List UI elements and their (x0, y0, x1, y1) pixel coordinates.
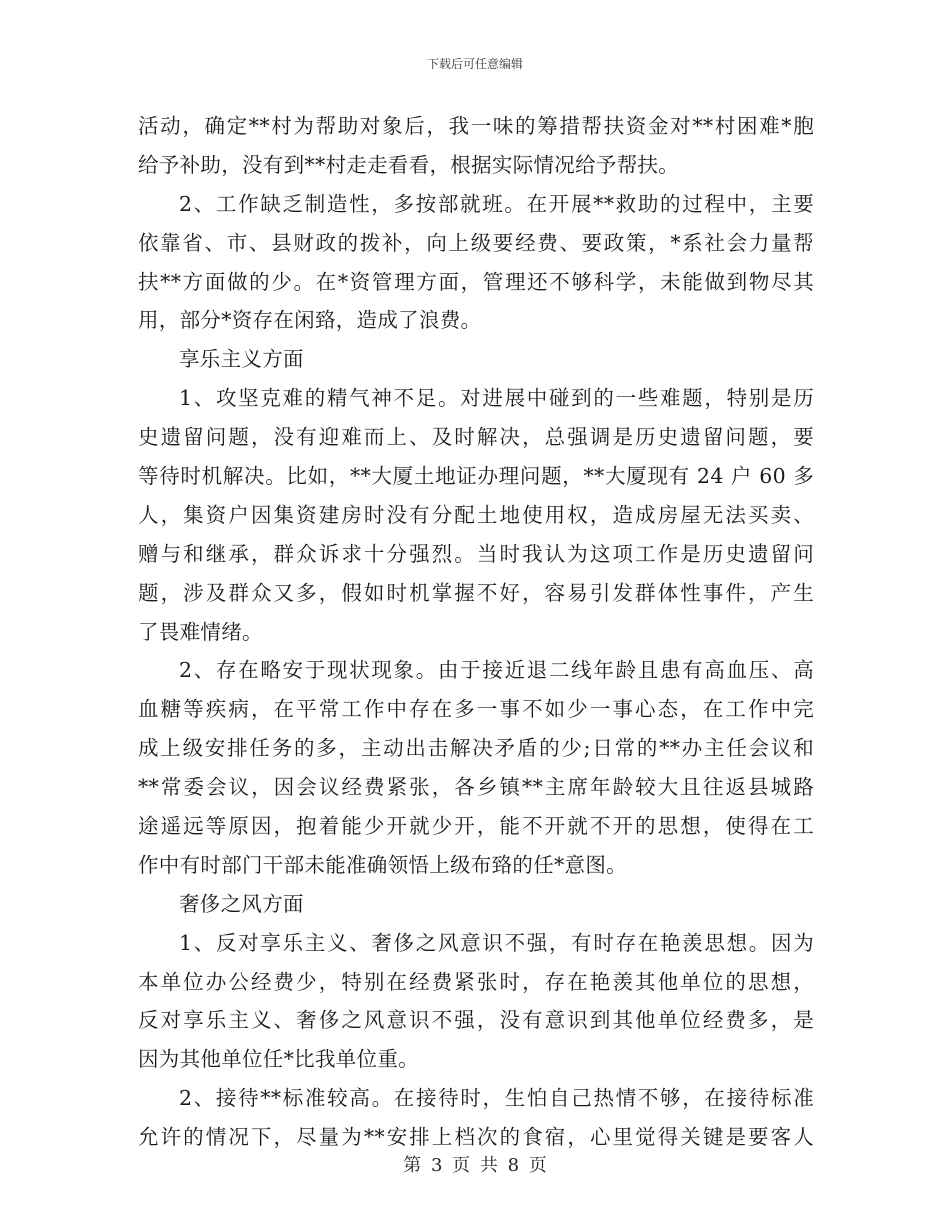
page-header: 下载后可任意编辑 (426, 57, 523, 71)
text-line: 等待时机解决。比如，**大厦土地证办理问题，**大厦现有 24 户 60 多 (138, 464, 814, 489)
text-line: 血糖等疾病，在平常工作中存在多一事不如少一事心态，在工作中完 (138, 697, 814, 722)
text-line: 2、存在略安于现状现象。由于接近退二线年龄且患有高血压、高 (179, 658, 814, 683)
text-line: 题，涉及群众又多，假如时机掌握不好，容易引发群体性事件，产生 (138, 580, 814, 605)
text-line: 1、反对享乐主义、奢侈之风意识不强，有时存在艳羡思想。因为 (179, 930, 814, 955)
text-line: 成上级安排任务的多，主动出击解决矛盾的少;日常的**办主任会议和 (138, 736, 814, 761)
text-line: 给予补助，没有到**村走走看看，根据实际情况给予帮扶。 (138, 152, 680, 177)
text-line: 用，部分*资存在闲臵，造成了浪费。 (138, 308, 482, 333)
text-line: 反对享乐主义、奢侈之风意识不强，没有意识到其他单位经费多，是 (138, 1008, 814, 1033)
text-line: 1、攻坚克难的精气神不足。对进展中碰到的一些难题，特别是历 (179, 386, 814, 411)
text-line: **常委会议，因会议经费紧张，各乡镇**主席年龄较大且往返县城路 (138, 775, 814, 800)
text-line: 作中有时部门干部未能准确领悟上级布臵的任*意图。 (138, 852, 627, 877)
text-line: 赠与和继承，群众诉求十分强烈。当时我认为这项工作是历史遗留问 (138, 541, 814, 566)
text-line: 依靠省、市、县财政的拨补，向上级要经费、要政策，*系社会力量帮 (138, 230, 814, 255)
text-line: 途遥远等原因，抱着能少开就少开，能不开就不开的思想，使得在工 (138, 814, 814, 839)
text-line: 活动，确定**村为帮助对象后，我一味的筹措帮扶资金对**村困难*胞 (138, 114, 814, 138)
text-line: 了畏难情绪。 (138, 619, 263, 644)
text-line: 允许的情况下，尽量为**安排上档次的食宿，心里觉得关键是要客人 (138, 1125, 814, 1150)
text-line: 2、工作缺乏制造性，多按部就班。在开展**救助的过程中，主要 (179, 191, 814, 216)
text-line: 奢侈之风方面 (179, 891, 304, 916)
document-body (138, 107, 814, 1157)
text-line: 因为其他单位任*比我单位重。 (138, 1047, 419, 1072)
text-line: 人，集资户因集资建房时没有分配土地使用权，造成房屋无法买卖、 (138, 502, 814, 527)
text-line: 享乐主义方面 (179, 347, 304, 372)
text-line: 2、接待**标准较高。在接待时，生怕自己热情不够，在接待标准 (179, 1086, 814, 1111)
page-footer: 第 3 页 共 8 页 (403, 1155, 547, 1176)
text-line: 史遗留问题，没有迎难而上、及时解决，总强调是历史遗留问题，要 (138, 425, 814, 450)
text-line: 扶**方面做的少。在*资管理方面，管理还不够科学，未能做到物尽其 (138, 269, 814, 294)
text-line: 本单位办公经费少，特别在经费紧张时，存在艳羡其他单位的思想， (138, 969, 814, 994)
